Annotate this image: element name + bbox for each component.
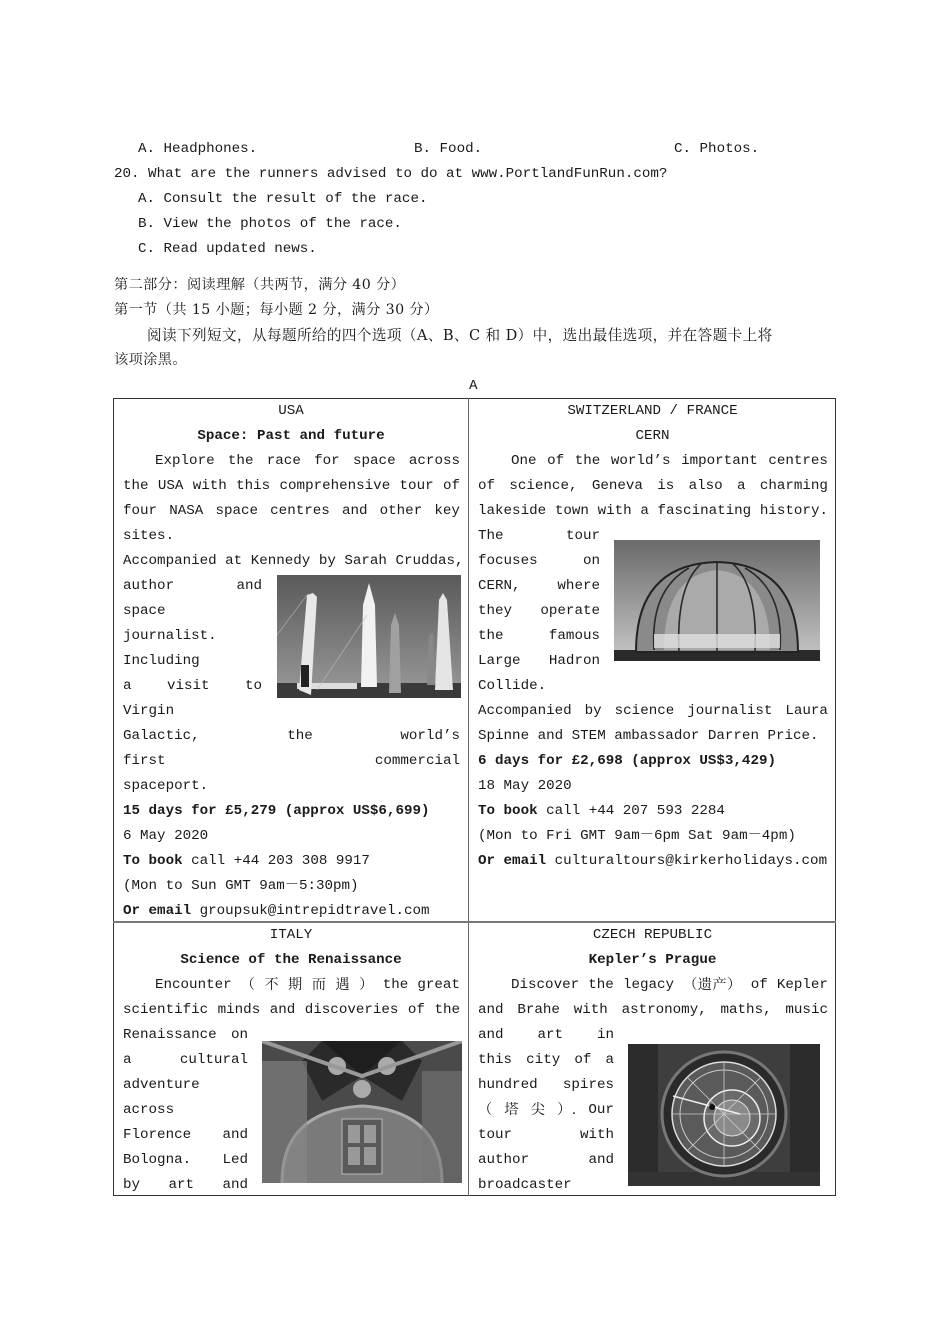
usa-line-7: journalist. — [123, 628, 217, 644]
italy-line-1: scientific minds and discoveries of the — [123, 1002, 460, 1018]
usa-date: 6 May 2020 — [123, 828, 209, 844]
usa-country: USA — [278, 403, 304, 419]
q19-option-a: A. Headphones. — [138, 141, 258, 157]
q20-option-b: B. View the photos of the race. — [138, 216, 402, 232]
q20-option-a: A. Consult the result of the race. — [138, 191, 428, 207]
italy-title: Science of the Renaissance — [180, 952, 402, 968]
cern-hours: (Mon to Fri GMT 9am－6pm Sat 9am－4pm) — [478, 828, 796, 844]
cern-line-4: focuses on — [478, 553, 600, 569]
usa-line-3: sites. — [123, 528, 175, 544]
globe-of-science-photo — [614, 540, 820, 661]
italy-line-2: Renaissance on — [123, 1027, 248, 1043]
q20-option-c: C. Read updated news. — [138, 241, 317, 257]
italy-country: ITALY — [269, 927, 313, 943]
q19-option-c: C. Photos. — [674, 141, 760, 157]
usa-book-label: To book — [123, 853, 183, 869]
fresco-ceiling-photo — [262, 1041, 462, 1183]
italy-line-0: Encounter （ 不 期 而 遇 ） the great — [155, 977, 460, 993]
czech-line-1: and Brahe with astronomy, maths, music — [478, 1002, 828, 1018]
usa-line-9: a visit to — [123, 678, 262, 694]
italy-line-7: Bologna. Led — [123, 1152, 248, 1168]
usa-line-2: four NASA space centres and other key — [123, 503, 460, 519]
cern-line-5: CERN, where — [478, 578, 600, 594]
cern-line-8: Large Hadron — [478, 653, 600, 669]
czech-line-6: tour with — [478, 1127, 614, 1143]
czech-line-3: this city of a — [478, 1052, 614, 1068]
usa-line-12: first commercial — [123, 753, 460, 769]
italy-line-8: by art and — [123, 1177, 248, 1193]
cern-date: 18 May 2020 — [478, 778, 572, 794]
czech-country: CZECH REPUBLIC — [592, 927, 713, 943]
instruction-line-1: 阅读下列短文，从每题所给的四个选项（A、B、C 和 D）中，选出最佳选项，并在答题卡上将 — [147, 327, 773, 344]
cern-country: SWITZERLAND / FRANCE — [567, 403, 738, 419]
italy-line-4: adventure — [123, 1077, 200, 1093]
part-title: 第二部分：阅读理解（共两节，满分 40 分） — [114, 277, 406, 293]
astronomical-clock-photo — [628, 1044, 820, 1186]
usa-email-label: Or email — [123, 903, 192, 919]
czech-line-0: Discover the legacy （遗产） of Kepler — [511, 977, 828, 993]
cern-line-0: One of the world’s important centres — [511, 453, 828, 469]
cern-book-phone: call +44 207 593 2284 — [546, 803, 725, 819]
usa-line-8: Including — [123, 653, 200, 669]
table-column-divider — [468, 398, 469, 1196]
czech-line-5: （ 塔 尖 ）. Our — [478, 1102, 614, 1118]
cern-title: CERN — [635, 428, 670, 444]
czech-line-4: hundred spires — [478, 1077, 614, 1093]
usa-title: Space: Past and future — [197, 428, 385, 444]
czech-title: Kepler’s Prague — [588, 952, 717, 968]
usa-booking — [123, 849, 370, 874]
section-subtitle: 第一节（共 15 小题；每小题 2 分，满分 30 分） — [114, 302, 439, 318]
usa-price: 15 days for £5,279 (approx US$6,699) — [123, 803, 430, 819]
cern-book-label: To book — [478, 803, 538, 819]
cern-line-11: Spinne and STEM ambassador Darren Price. — [478, 728, 819, 744]
usa-line-1: the USA with this comprehensive tour of — [123, 478, 460, 494]
cern-line-6: they operate — [478, 603, 600, 619]
instruction-line-2: 该项涂黑。 — [114, 352, 187, 368]
passage-label: A — [469, 378, 478, 394]
cern-booking — [478, 799, 725, 824]
czech-line-8: broadcaster — [478, 1177, 572, 1193]
italy-line-5: across — [123, 1102, 175, 1118]
cern-line-10: Accompanied by science journalist Laura — [478, 703, 828, 719]
cern-line-7: the famous — [478, 628, 600, 644]
cern-email: culturaltours@kirkerholidays.com — [554, 853, 828, 869]
usa-line-10: Virgin — [123, 703, 175, 719]
usa-line-6: space — [123, 603, 166, 619]
usa-email: groupsuk@intrepidtravel.com — [199, 903, 430, 919]
usa-book-phone: call +44 203 308 9917 — [191, 853, 370, 869]
usa-email-row — [123, 899, 430, 924]
usa-hours: (Mon to Sun GMT 9am－5:30pm) — [123, 878, 359, 894]
cern-line-2: lakeside town with a fascinating history. — [478, 503, 828, 519]
czech-line-2: and art in — [478, 1027, 614, 1043]
rockets-photo — [277, 575, 461, 698]
cern-line-3: The tour — [478, 528, 600, 544]
usa-line-4: Accompanied at Kennedy by Sarah Cruddas, — [123, 553, 464, 569]
cern-price: 6 days for £2,698 (approx US$3,429) — [478, 753, 776, 769]
cern-email-label: Or email — [478, 853, 547, 869]
q20-stem: 20. What are the runners advised to do at www.PortlandFunRun.com? — [114, 166, 668, 182]
italy-line-6: Florence and — [123, 1127, 248, 1143]
italy-line-3: a cultural — [123, 1052, 248, 1068]
czech-line-7: author and — [478, 1152, 614, 1168]
usa-line-13: spaceport. — [123, 778, 209, 794]
cern-email-row — [478, 849, 827, 874]
q19-option-b: B. Food. — [414, 141, 483, 157]
cern-line-9: Collide. — [478, 678, 547, 694]
usa-line-11: Galactic, the world’s — [123, 728, 460, 744]
cern-line-1: of science, Geneva is also a charming — [478, 478, 828, 494]
usa-line-0: Explore the race for space across — [155, 453, 460, 469]
usa-line-5: author and — [123, 578, 262, 594]
